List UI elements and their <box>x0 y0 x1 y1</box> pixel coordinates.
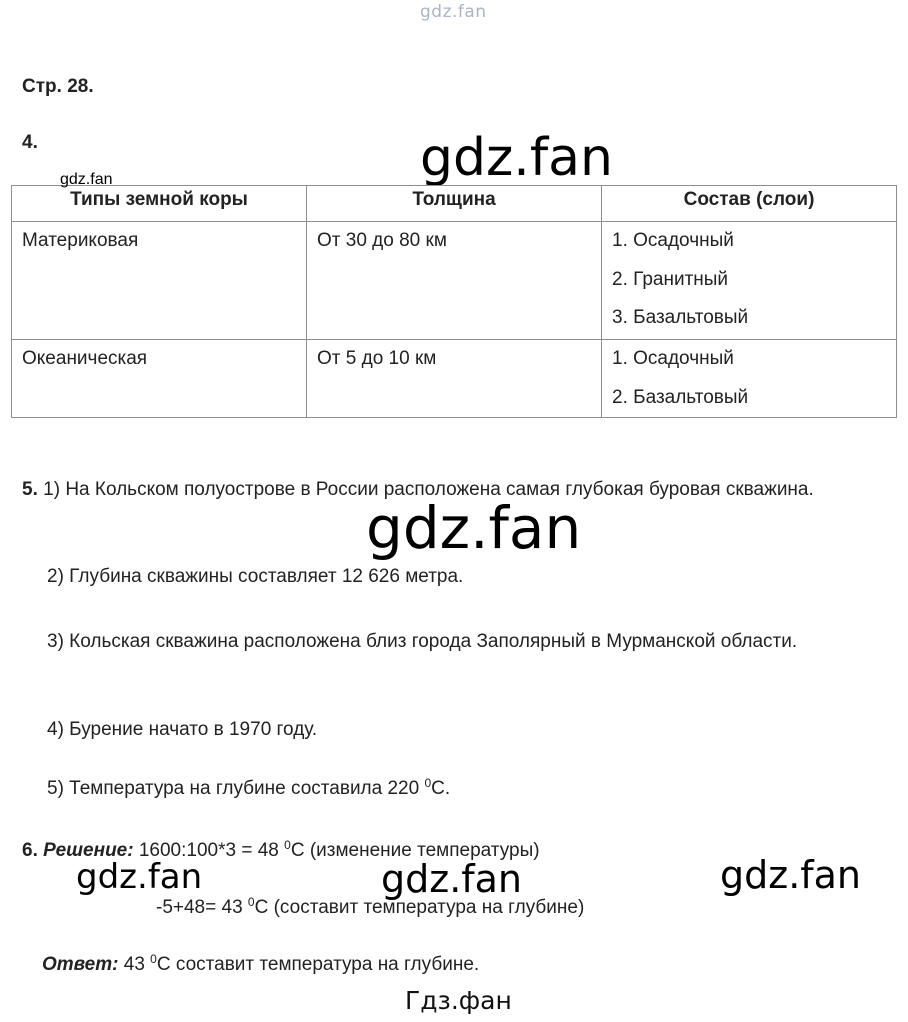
watermark-left: gdz.fan <box>76 857 203 897</box>
task6-solution-line-2: -5+48= 43 $^0$С (составит температура на глубине) <box>156 895 585 918</box>
layer-item: 3. Базальтовый <box>612 307 749 328</box>
table-cell-layers <box>602 222 897 340</box>
solution-label: Решение: <box>43 840 134 861</box>
page-heading: Стр. 28. <box>22 76 94 97</box>
watermark-table: gdz.fan <box>60 171 113 188</box>
task5-item-5: 5) Температура на глубине составила 220 $^0$С. <box>47 776 451 799</box>
table-cell-layers <box>602 340 897 418</box>
task5-item-3: 3) Кольская скважина расположена близ города Заполярный в Мурманской области. <box>47 631 798 652</box>
watermark-bottom: Гдз.фан <box>405 986 512 1015</box>
table-cell-thickness: От 5 до 10 км <box>307 340 602 418</box>
task6-solution-line-1: 6. Решение: 1600:100*3 = 48 $^0$С (изменение температуры) <box>22 838 540 861</box>
layer-item: 1. Осадочный <box>612 348 734 369</box>
task5-number: 5. <box>22 479 38 500</box>
watermark-top: gdz.fan <box>420 2 487 22</box>
table-row <box>12 340 897 418</box>
task4-number: 4. <box>22 132 38 153</box>
column-header: Состав (слои) <box>602 186 897 222</box>
watermark-right: gdz.fan <box>720 853 862 897</box>
watermark-large-1: gdz.fan <box>420 128 613 188</box>
table-cell-thickness: От 30 до 80 км <box>307 222 602 340</box>
task5-item-2: 2) Глубина скважины составляет 12 626 метра. <box>47 566 464 587</box>
table-row <box>12 222 897 340</box>
column-header: Типы земной коры <box>12 186 307 222</box>
table-header-row <box>12 186 897 222</box>
column-header: Толщина <box>307 186 602 222</box>
layer-item: 1. Осадочный <box>612 230 734 251</box>
crust-types-table <box>11 185 897 418</box>
task6-number: 6. <box>22 840 38 861</box>
task5-item-4: 4) Бурение начато в 1970 году. <box>47 719 318 740</box>
watermark-center: gdz.fan <box>381 857 523 901</box>
task6-answer: Ответ: 43 $^0$С составит температура на глубине. <box>42 952 480 975</box>
answer-label: Ответ: <box>42 954 119 975</box>
watermark-large-2: gdz.fan <box>366 494 582 562</box>
table-cell-type: Океаническая <box>12 340 307 418</box>
layer-item: 2. Гранитный <box>612 268 729 290</box>
table-cell-type: Материковая <box>12 222 307 340</box>
layer-item: 2. Базальтовый <box>612 386 749 408</box>
task5-item-1: 5. 1) На Кольском полуострове в России расположена самая глубокая буровая скважина. <box>22 479 814 500</box>
